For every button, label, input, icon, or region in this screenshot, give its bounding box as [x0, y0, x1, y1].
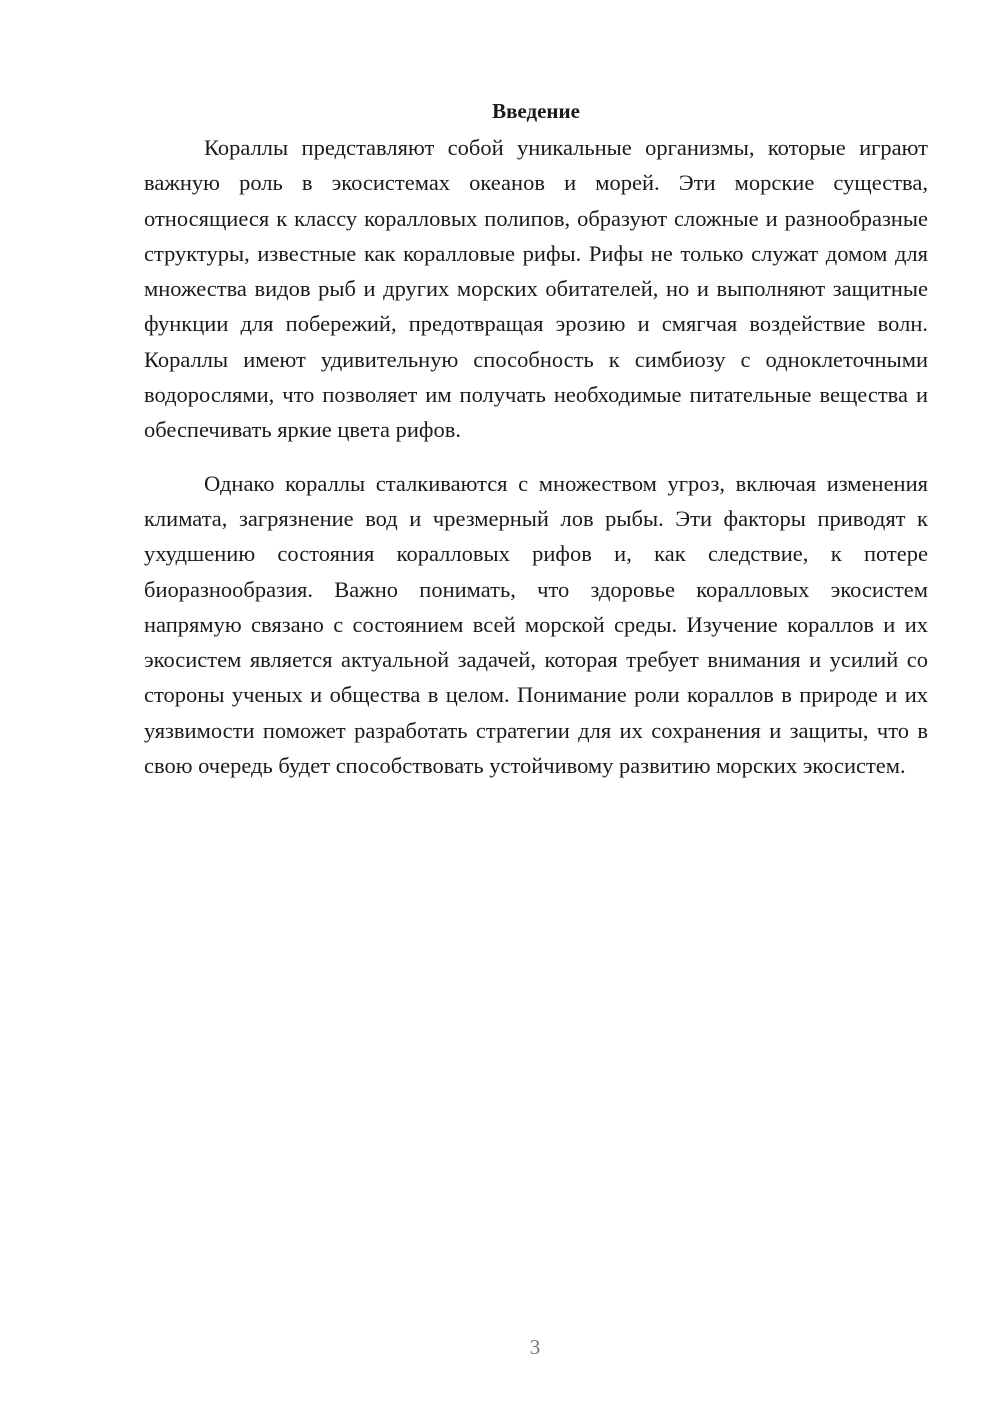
page-content [144, 92, 928, 783]
paragraph-2: Однако кораллы сталкиваются с множеством угроз, включая изменения климата, загрязнение вод и чрезмерный лов рыбы. Эти факторы приводят к ухудшению состояния коралловых рифов и, как следствие, к потере биоразнообразия. Важно понимать, что здоровье коралловых экосистем напрямую связано с состоянием всей морской среды. Изучение кораллов и их экосистем является актуальной задачей, которая требует внимания и усилий со стороны ученых и общества в целом. Понимание роли кораллов в природе и их уязвимости поможет разработать стратегии для их сохранения и защиты, что в свою очередь будет способствовать устойчивому развитию морских экосистем. [144, 470, 928, 779]
section-title: Введение [492, 99, 580, 123]
page-number: 3 [529, 1335, 541, 1359]
paragraph-1: Кораллы представляют собой уникальные организмы, которые играют важную роль в экосистемах океанов и морей. Эти морские существа, относящиеся к классу коралловых полипов, образуют сложные и разнообразные структуры, известные как коралловые рифы. Рифы не только служат домом для множества видов рыб и других морских обитателей, но и выполняют защитные функции для побережий, предотвращая эрозию и смягчая воздействие волн. Кораллы имеют удивительную способность к симбиозу с одноклеточными водорослями, что позволяет им получать необходимые питательные вещества и обеспечивать яркие цвета рифов. [144, 135, 928, 443]
